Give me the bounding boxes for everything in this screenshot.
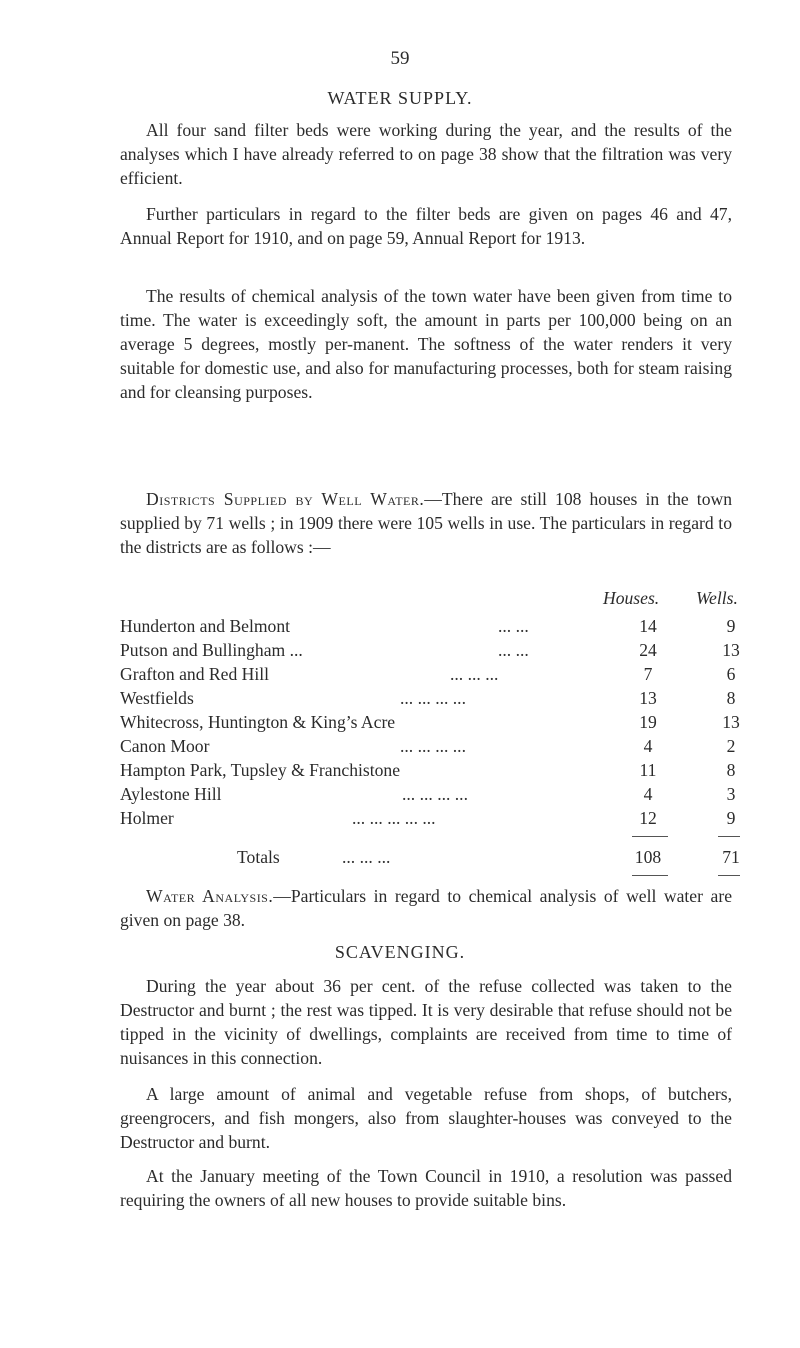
table-row (120, 614, 740, 638)
table-row (120, 662, 740, 686)
table-row (120, 782, 740, 806)
wells-count: 9 (726, 808, 736, 828)
district-name: Hunderton and Belmont (120, 616, 291, 636)
leader-dots: ... ... ... (342, 847, 391, 867)
district-name: Holmer (120, 808, 174, 828)
wells-count: 8 (726, 760, 736, 780)
page-number: 59 (390, 48, 410, 69)
district-name: Canon Moor (120, 736, 210, 756)
districts-paragraph (120, 487, 732, 559)
table-row (120, 638, 740, 662)
wells-count: 3 (726, 784, 736, 804)
houses-sum-rule-bottom (632, 875, 668, 876)
scavenging-paragraph-3: At the January meeting of the Town Council in 1910, a resolution was passed requiring the owners of all new houses to provide suitable bins. (120, 1166, 732, 1210)
houses-count: 11 (639, 760, 657, 780)
houses-count: 7 (643, 664, 653, 684)
table-row (120, 734, 740, 758)
districts-text: —There are still 108 houses in the town supplied by 71 wells ; in 1909 there were 105 wells in use. The particulars in regard to the districts are as follows :— (120, 489, 732, 557)
district-name: Putson and Bullingham ... (120, 640, 303, 660)
column-header-wells: Wells. (696, 588, 738, 608)
houses-count: 4 (643, 784, 653, 804)
leader-dots: ... ... (498, 640, 529, 660)
wells-count: 13 (722, 640, 740, 660)
houses-count: 19 (639, 712, 657, 732)
water-supply-paragraph-3: The results of chemical analysis of the town water have been given from time to time. The water is exceedingly soft, the amount in parts per 100,000 being on an average 5 degrees, mostly per-manent. The softness of the water renders it very suitable for domestic use, and also for manufacturing processes, both for steam raising and for cleansing purposes. (120, 286, 732, 402)
wells-count: 2 (726, 736, 736, 756)
table-row (120, 686, 740, 710)
leader-dots: ... ... ... ... ... (352, 808, 436, 828)
leader-dots: ... ... ... ... (402, 784, 468, 804)
scavenging-paragraph-1: During the year about 36 per cent. of the refuse collected was taken to the Destructor and burnt ; the rest was tipped. It is very desirable that refuse should not be tipped in the vicinity of dwellings, complaints are received from time to time of nuisances in this connection. (120, 976, 732, 1068)
water-supply-paragraph-1: All four sand filter beds were working during the year, and the results of the analyses which I have already referred to on page 38 show that the filtration was very efficient. (120, 120, 732, 188)
houses-count: 12 (639, 808, 657, 828)
district-name: Westfields (120, 688, 194, 708)
leader-dots: ... ... (498, 616, 529, 636)
water-analysis-lead: Water Analysis. (146, 886, 274, 906)
wells-count: 13 (722, 712, 740, 732)
wells-count: 8 (726, 688, 736, 708)
wells-sum-rule-top (718, 836, 740, 837)
wells-count: 6 (726, 664, 736, 684)
district-name: Whitecross, Huntington & King’s Acre (120, 712, 396, 732)
district-name: Hampton Park, Tupsley & Franchistone (120, 760, 401, 780)
houses-count: 13 (639, 688, 657, 708)
water-supply-heading: WATER SUPPLY. (327, 88, 473, 108)
totals-row (120, 845, 740, 869)
houses-count: 24 (639, 640, 657, 660)
column-header-houses: Houses. (603, 588, 660, 608)
wells-count: 9 (726, 616, 736, 636)
houses-count: 4 (643, 736, 653, 756)
total-houses: 108 (634, 847, 662, 867)
table-row (120, 806, 740, 830)
leader-dots: ... ... ... ... (400, 736, 466, 756)
table-row (120, 758, 740, 782)
houses-count: 14 (639, 616, 657, 636)
districts-lead: Districts Supplied by Well Water. (146, 489, 425, 509)
total-wells: 71 (722, 847, 740, 867)
wells-sum-rule-bottom (718, 875, 740, 876)
scavenging-paragraph-2: A large amount of animal and vegetable refuse from shops, of butchers, greengrocers, and fish mongers, also from slaughter-houses was conveyed to the Destructor and burnt. (120, 1084, 732, 1152)
totals-label: Totals (237, 847, 280, 867)
scavenging-heading: SCAVENGING. (334, 942, 466, 962)
leader-dots: ... ... ... ... (400, 688, 466, 708)
leader-dots: ... ... ... (450, 664, 499, 684)
water-analysis-paragraph (120, 884, 732, 932)
houses-sum-rule-top (632, 836, 668, 837)
district-name: Grafton and Red Hill (120, 664, 270, 684)
table-row (120, 710, 740, 734)
water-analysis-text: —Particulars in regard to chemical analysis of well water are given on page 38. (120, 886, 733, 930)
water-supply-paragraph-2: Further particulars in regard to the filter beds are given on pages 46 and 47, Annual Report for 1910, and on page 59, Annual Report for 1913. (120, 204, 732, 248)
district-name: Aylestone Hill (120, 784, 222, 804)
